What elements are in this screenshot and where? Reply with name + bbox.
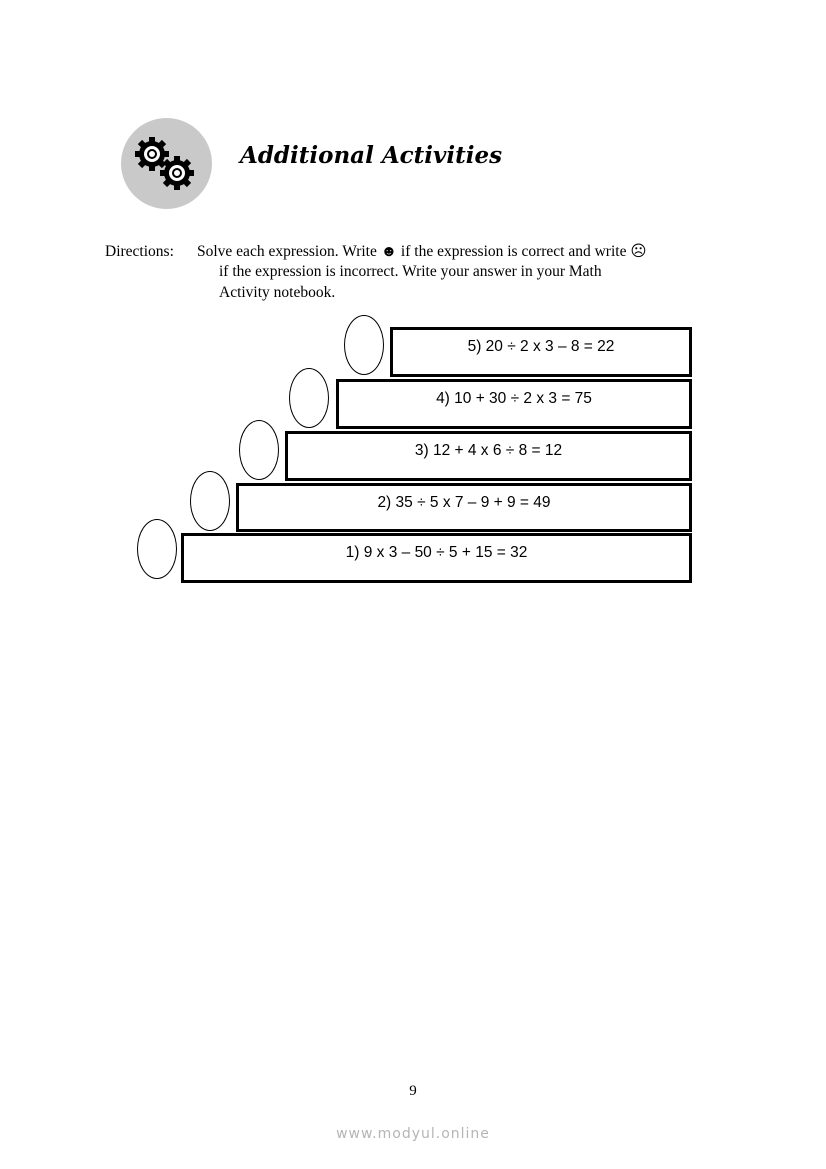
directions-label: Directions: (105, 243, 174, 260)
answer-oval-1[interactable] (137, 519, 177, 579)
expression-step-3: 3) 12 + 4 x 6 ÷ 8 = 12 (285, 431, 692, 481)
expression-step-1: 1) 9 x 3 – 50 ÷ 5 + 15 = 32 (181, 533, 692, 583)
page-number: 9 (409, 1083, 417, 1099)
answer-oval-5[interactable] (344, 315, 384, 375)
answer-oval-3[interactable] (239, 420, 279, 480)
expression-step-5: 5) 20 ÷ 2 x 3 – 8 = 22 (390, 327, 692, 377)
directions-line-1: Solve each expression. Write ☻ if the expression is correct and write ☹ (197, 243, 647, 260)
directions-line-2: if the expression is incorrect. Write your answer in your Math (219, 263, 602, 280)
expression-step-2: 2) 35 ÷ 5 x 7 – 9 + 9 = 49 (236, 483, 692, 532)
section-title: Additional Activities (240, 142, 503, 169)
expression-step-4: 4) 10 + 30 ÷ 2 x 3 = 75 (336, 379, 692, 429)
answer-oval-4[interactable] (289, 368, 329, 428)
answer-oval-2[interactable] (190, 471, 230, 531)
directions-line-3: Activity notebook. (219, 284, 336, 301)
watermark: www.modyul.online (336, 1126, 490, 1142)
gears-icon (121, 118, 212, 209)
